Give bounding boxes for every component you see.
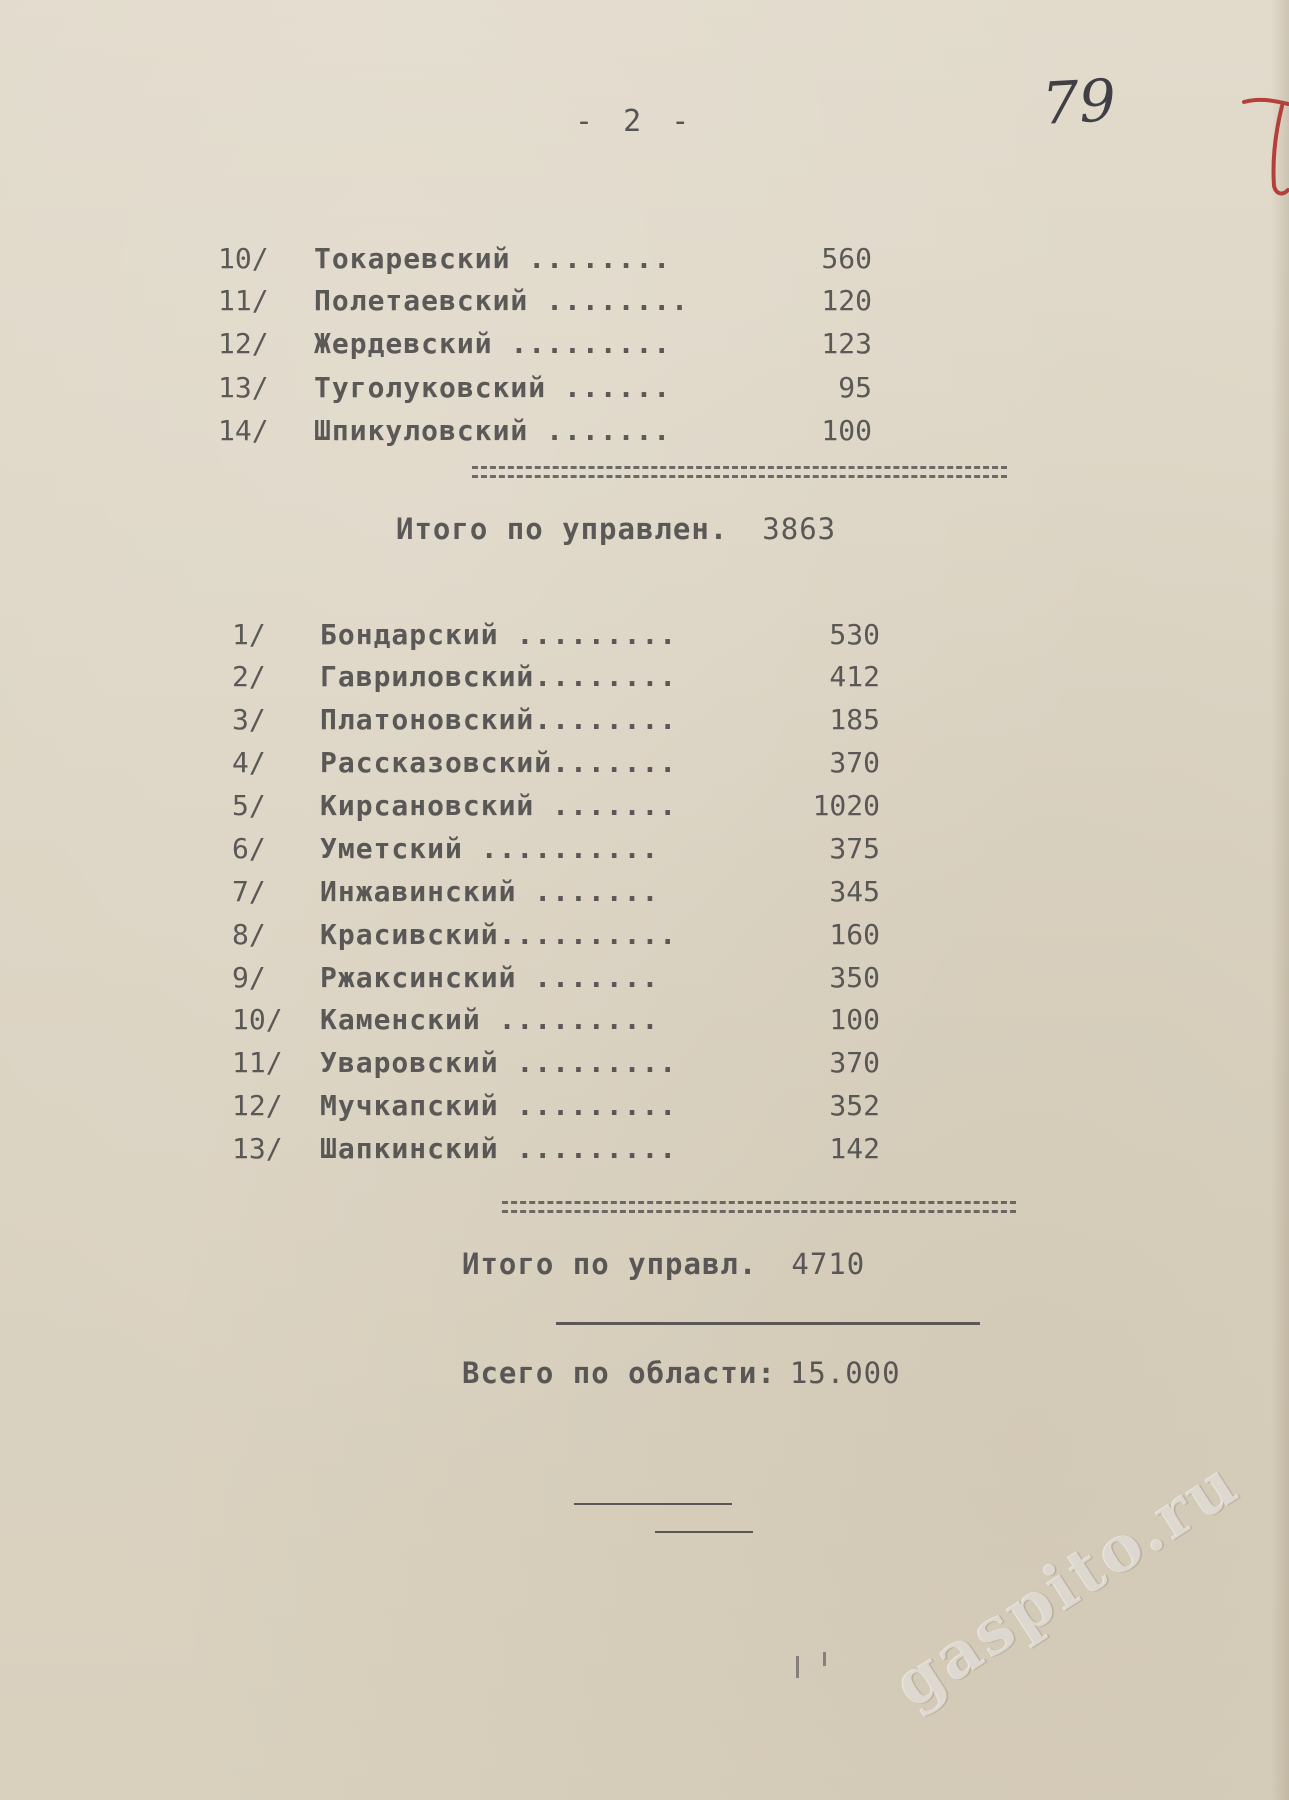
item-number: 12/ <box>232 1089 283 1122</box>
item-value: 123 <box>821 327 872 360</box>
double-dashed-separator <box>502 1201 1016 1213</box>
section-1-total <box>396 512 836 546</box>
item-number: 2/ <box>232 660 266 693</box>
leader-dots: .......... <box>498 918 678 951</box>
list-item <box>218 284 872 324</box>
leader-dots: ......... <box>510 327 672 360</box>
item-number: 13/ <box>232 1132 283 1165</box>
item-value: 120 <box>821 284 872 317</box>
item-value: 1020 <box>812 789 880 822</box>
district-name: Мучкапский <box>320 1089 499 1122</box>
stray-type-mark <box>796 1656 799 1678</box>
item-value: 375 <box>829 832 880 865</box>
leader-dots: ....... <box>534 961 660 994</box>
item-number: 1/ <box>232 618 266 651</box>
item-number: 7/ <box>232 875 266 908</box>
leader-dots: ....... <box>534 875 660 908</box>
leader-dots: ....... <box>552 746 678 779</box>
leader-dots: ....... <box>546 414 672 447</box>
district-name: Красивский <box>320 918 499 951</box>
district-name: Инжавинский <box>320 875 517 908</box>
leader-dots: ......... <box>516 1132 678 1165</box>
list-item <box>218 371 872 411</box>
item-value: 160 <box>829 918 880 951</box>
item-number: 12/ <box>218 327 269 360</box>
item-number: 13/ <box>218 371 269 404</box>
leader-dots: ......... <box>498 1003 660 1036</box>
district-name: Гавриловский <box>320 660 535 693</box>
leader-dots: ........ <box>546 284 690 317</box>
list-item <box>232 703 880 743</box>
list-item <box>218 242 872 282</box>
double-dashed-separator <box>472 466 1007 478</box>
list-item <box>232 618 880 658</box>
list-item <box>232 789 880 829</box>
item-number: 10/ <box>218 242 269 275</box>
total-label: Итого по управлен. <box>396 512 729 546</box>
list-item <box>218 414 872 454</box>
district-name: Уваровский <box>320 1046 499 1079</box>
leader-dots: .......... <box>480 832 660 865</box>
page-number: - 2 - <box>575 104 696 139</box>
list-item <box>232 1046 880 1086</box>
section-2-total <box>462 1247 865 1281</box>
closing-rule-upper <box>574 1503 732 1505</box>
district-name: Шпикуловский <box>314 414 529 447</box>
district-name: Каменский <box>320 1003 481 1036</box>
watermark: gaspito.ru <box>880 1444 1253 1723</box>
red-pencil-mark <box>1236 90 1289 200</box>
leader-dots: ...... <box>564 371 672 404</box>
list-item <box>232 1089 880 1129</box>
handwritten-archive-number: 79 <box>1040 66 1118 138</box>
district-name: Платоновский <box>320 703 535 736</box>
district-name: Бондарский <box>320 618 499 651</box>
list-item <box>218 327 872 367</box>
item-value: 185 <box>829 703 880 736</box>
leader-dots: ........ <box>534 660 678 693</box>
grand-total <box>462 1356 901 1390</box>
item-value: 95 <box>838 371 872 404</box>
list-item <box>232 961 880 1001</box>
list-item <box>232 746 880 786</box>
item-value: 100 <box>821 414 872 447</box>
leader-dots: ......... <box>516 618 678 651</box>
page-edge-shadow <box>1271 0 1289 1800</box>
item-value: 352 <box>829 1089 880 1122</box>
district-name: Ржаксинский <box>320 961 517 994</box>
leader-dots: ......... <box>516 1089 678 1122</box>
item-value: 530 <box>829 618 880 651</box>
item-number: 10/ <box>232 1003 283 1036</box>
item-value: 560 <box>821 242 872 275</box>
list-item <box>232 660 880 700</box>
item-value: 100 <box>829 1003 880 1036</box>
district-name: Шапкинский <box>320 1132 499 1165</box>
item-value: 142 <box>829 1132 880 1165</box>
item-number: 8/ <box>232 918 266 951</box>
item-value: 370 <box>829 1046 880 1079</box>
leader-dots: ....... <box>552 789 678 822</box>
item-number: 6/ <box>232 832 266 865</box>
item-number: 11/ <box>218 284 269 317</box>
item-number: 11/ <box>232 1046 283 1079</box>
total-value: 3863 <box>762 512 837 546</box>
total-label: Итого по управл. <box>462 1247 758 1281</box>
district-name: Уметский <box>320 832 463 865</box>
leader-dots: ........ <box>528 242 672 275</box>
item-value: 370 <box>829 746 880 779</box>
closing-rule-lower <box>655 1531 753 1533</box>
district-name: Рассказовский <box>320 746 553 779</box>
list-item <box>232 875 880 915</box>
leader-dots: ........ <box>534 703 678 736</box>
item-number: 14/ <box>218 414 269 447</box>
stray-type-mark <box>823 1652 826 1666</box>
list-item <box>232 918 880 958</box>
district-name: Полетаевский <box>314 284 529 317</box>
item-number: 9/ <box>232 961 266 994</box>
total-value: 4710 <box>791 1247 866 1281</box>
list-item <box>232 1003 880 1043</box>
district-name: Кирсановский <box>320 789 535 822</box>
item-number: 4/ <box>232 746 266 779</box>
item-number: 5/ <box>232 789 266 822</box>
district-name: Туголуковский <box>314 371 547 404</box>
grand-total-value: 15.000 <box>789 1356 901 1390</box>
list-item <box>232 1132 880 1172</box>
item-value: 412 <box>829 660 880 693</box>
item-value: 350 <box>829 961 880 994</box>
leader-dots: ......... <box>516 1046 678 1079</box>
item-number: 3/ <box>232 703 266 736</box>
district-name: Токаревский <box>314 242 511 275</box>
grand-total-label: Всего по области: <box>462 1356 776 1390</box>
district-name: Жердевский <box>314 327 493 360</box>
item-value: 345 <box>829 875 880 908</box>
solid-rule <box>556 1322 980 1325</box>
list-item <box>232 832 880 872</box>
